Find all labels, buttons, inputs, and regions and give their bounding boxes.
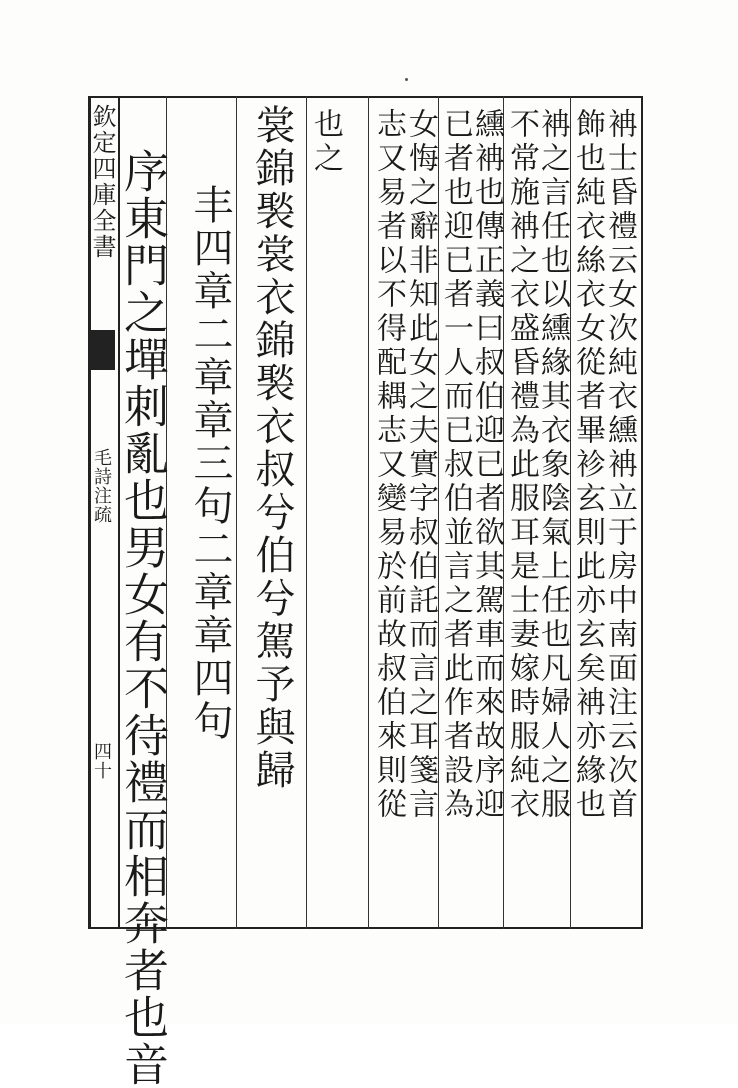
commentary-column-1: 也之 (308, 108, 343, 176)
commentary-column-5: 纁袡也傳正義曰叔伯迎已者欲其駕車而來故序迎 (469, 108, 504, 822)
commentary-column-2: 志又易者以不得配耦志又變易於前故叔伯來則從 (371, 108, 406, 822)
ink-speck (405, 78, 408, 81)
preface-column: 序東門之墠刺亂也男女有不待禮而相奔者也音 (116, 148, 169, 1088)
commentary-column-8: 飾也純衣絲衣女從者畢袗玄則此亦玄矣袡亦緣也 (570, 108, 605, 822)
page-number: 四十 (91, 742, 112, 780)
commentary-column-4: 已者也迎已者一人而已叔伯並言之者此作者設為 (438, 108, 473, 822)
commentary-column-7: 袡之言任也以纁緣其衣象陰氣上任也凡婦人之服 (535, 108, 570, 822)
commentary-column-6: 不常施袡之衣盛昏禮為此服耳是士妻嫁時服純衣 (504, 108, 539, 822)
column-rule (368, 96, 369, 929)
book-title: 欽定四庫全書 (88, 104, 116, 260)
commentary-column-9: 袡士昏禮云女次純衣纁袡立于房中南面注云次首 (602, 108, 637, 822)
verse-column: 裳錦褧裳衣錦褧衣叔兮伯兮駕予與歸 (249, 104, 295, 792)
commentary-column-3: 女悔之辭非知此女之夫實字叔伯託而言之耳箋言 (403, 108, 438, 822)
chapter-count-column: 丰四章二章章三句二章章四句 (187, 184, 233, 743)
column-rule (236, 96, 237, 929)
section-title: 毛詩注疏 (91, 448, 112, 524)
column-rule (306, 96, 307, 929)
